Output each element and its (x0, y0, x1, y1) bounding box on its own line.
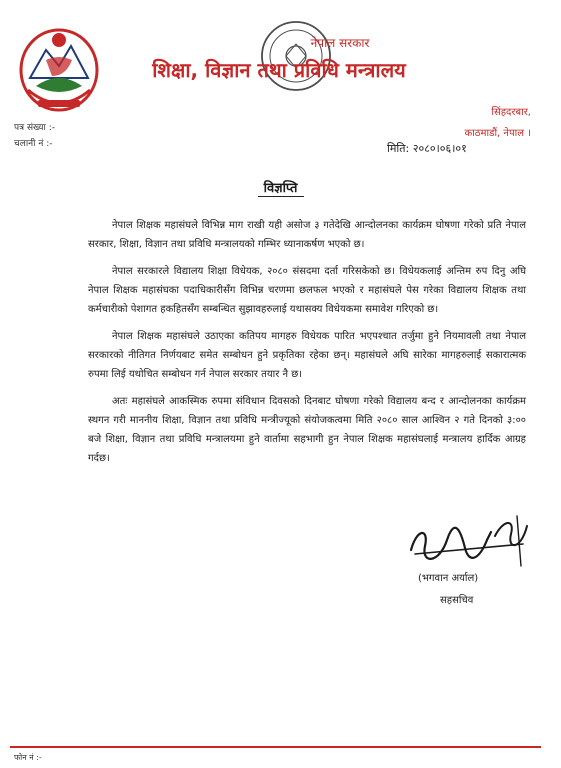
reference-number-label: पत्र संख्या :- (14, 123, 55, 133)
notice-paragraph: नेपाल सरकारले विद्यालय शिक्षा विधेयक, २०८० संसदमा दर्ता गरिसकेको छ। विधेयकलाई अन्तिम रुप दिनु अघि नेपाल शिक्षक महासंघका पदाधिकारीसँग विभिन्न चरणमा छलफल भएको र महासंघले पेस गरेका विद्यालय शिक्षक तथा कर्मचारीको पेशागत हकहितसँग सम्बन्धित सुझावहरुलाई यथासक्य विधेयकमा समावेश गरिएको छ। (88, 266, 526, 315)
notice-paragraph: नेपाल शिक्षक महासंघले विभिन्न माग राखी यही असोज ३ गतेदेखि आन्दोलनका कार्यक्रम घोषणा गरेको प्रति नेपाल सरकार, शिक्षा, विज्ञान तथा प्रविधि मन्त्रालयको गम्भिर ध्यानाकर्षण भएको छ। (88, 220, 526, 250)
address-line-2: काठमाडौं, नेपाल । (464, 128, 531, 139)
dispatch-number-label: चलानी नं :- (14, 139, 53, 149)
notice-title: विज्ञप्ति (263, 181, 298, 196)
notice-paragraph: अतः महासंघले आकस्मिक रुपमा संविधान दिवसको दिनबाट घोषणा गरेको विद्यालय बन्द र आन्दोलनका कार्यक्रम स्थगन गरी माननीय शिक्षा, विज्ञान तथा प्रविधि मन्त्रीज्यूको संयोजकत्वमा मिति २०८० साल आश्विन २ गते दिनको ३:०० बजे शिक्षा, विज्ञान तथा प्रविधि मन्त्रालयमा हुने वार्तामा सहभागी हुन नेपाल शिक्षक महासंघलाई मन्त्रालय हार्दिक आग्रह गर्दछ। (88, 396, 526, 464)
notice-paragraph: नेपाल शिक्षक महासंघले उठाएका कतिपय मागहरु विधेयक पारित भएपश्चात तर्जुमा हुने नियमावली तथा नेपाल सरकारको नीतिगत निर्णयबाट समेत सम्बोधन हुने प्रकृतिका रहेका छन्। महासंघले अघि सारेका मागहरुलाई सकारात्मक रुपमा लिई यथोचित सम्बोधन गर्न नेपाल सरकार तयार नै छ। (88, 331, 526, 380)
footer-divider (10, 746, 541, 748)
notice-body (88, 216, 526, 476)
signatory-title: सहसचिव (440, 595, 474, 606)
nepal-emblem-icon (16, 20, 102, 116)
ministry-name: शिक्षा, विज्ञान तथा प्रविधि मन्त्रालय (152, 58, 406, 82)
phone-number-label: फोन नं :- (14, 753, 42, 762)
document-date: मिति: २०८०।०६।०१ (387, 142, 467, 155)
handwritten-signature-icon (403, 510, 533, 578)
government-name: नेपाल सरकार (310, 36, 370, 50)
address-line-1: सिंहदरबार, (491, 107, 531, 118)
signatory-name: (भगवान अर्याल) (418, 573, 479, 584)
title-underline (258, 196, 304, 197)
